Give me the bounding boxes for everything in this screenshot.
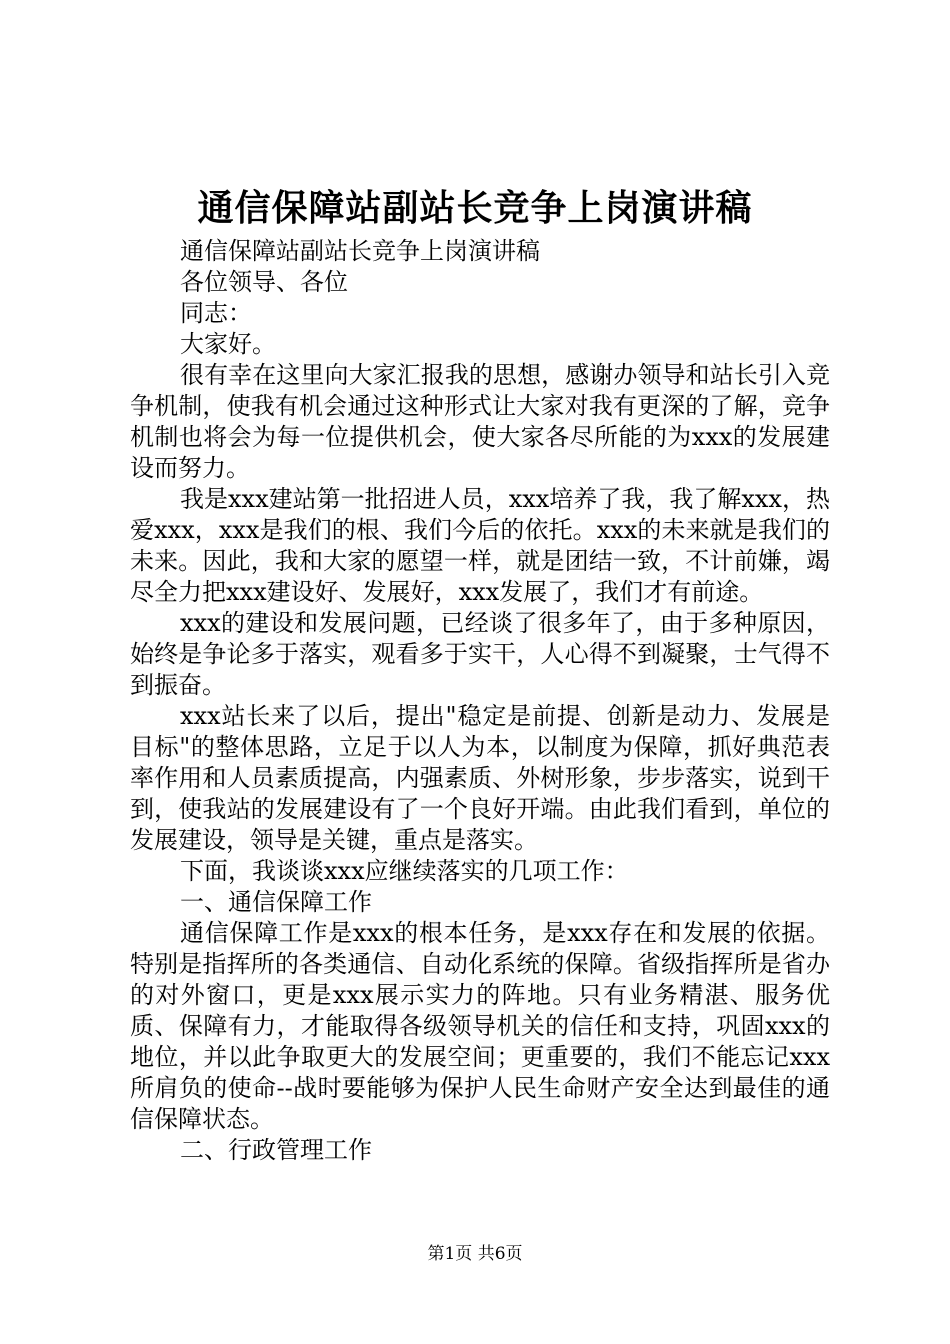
paragraph: 我是xxx建站第一批招进人员，xxx培养了我，我了解xxx，热爱xxx，xxx是我们的根、我们今后的依托。xxx的未来就是我们的未来。因此，我和大家的愿望一样，就是团结一致，不计前嫌，竭尽全力把xxx建设好、发展好，xxx发展了，我们才有前途。 — [130, 485, 830, 606]
page-number: 第1页 共6页 — [427, 1244, 523, 1264]
paragraph: xxx站长来了以后，提出"稳定是前提、创新是动力、发展是目标"的整体思路，立足于以人为本，以制度为保障，抓好典范表率作用和人员素质提高，内强素质、外树形象，步步落实，说到干到，使我站的发展建设有了一个良好开端。由此我们看到，单位的发展建设，领导是关键，重点是落实。 — [130, 702, 830, 854]
paragraph: 大家好。 — [180, 330, 276, 358]
paragraph: 下面，我谈谈xxx应继续落实的几项工作： — [180, 857, 629, 885]
paragraph: 通信保障工作是xxx的根本任务，是xxx存在和发展的依据。特别是指挥所的各类通信、自动化系统的保障。省级指挥所是省办的对外窗口，更是xxx展示实力的阵地。只有业务精湛、服务优质、保障有力，才能取得各级领导机关的信任和支持，巩固xxx的地位，并以此争取更大的发展空间；更重要的，我们不能忘记xxx所肩负的使命--战时要能够为保护人民生命财产安全达到最佳的通信保障状态。 — [130, 919, 830, 1133]
section-heading: 一、通信保障工作 — [180, 888, 372, 916]
paragraph: 各位领导、各位 — [180, 268, 348, 296]
paragraph: 通信保障站副站长竞争上岗演讲稿 — [180, 237, 540, 265]
paragraph: xxx的建设和发展问题，已经谈了很多年了，由于多种原因，始终是争论多于落实，观看多于实干，人心得不到凝聚，士气得不到振奋。 — [130, 609, 830, 699]
paragraph: 很有幸在这里向大家汇报我的思想，感谢办领导和站长引入竞争机制，使我有机会通过这种形式让大家对我有更深的了解，竞争机制也将会为每一位提供机会，使大家各尽所能的为xxx的发展建设而努力。 — [130, 361, 830, 482]
document-title: 通信保障站副站长竞争上岗演讲稿 — [197, 187, 753, 229]
section-heading: 二、行政管理工作 — [180, 1136, 372, 1164]
document-body — [130, 236, 830, 1166]
paragraph: 同志： — [180, 299, 252, 327]
